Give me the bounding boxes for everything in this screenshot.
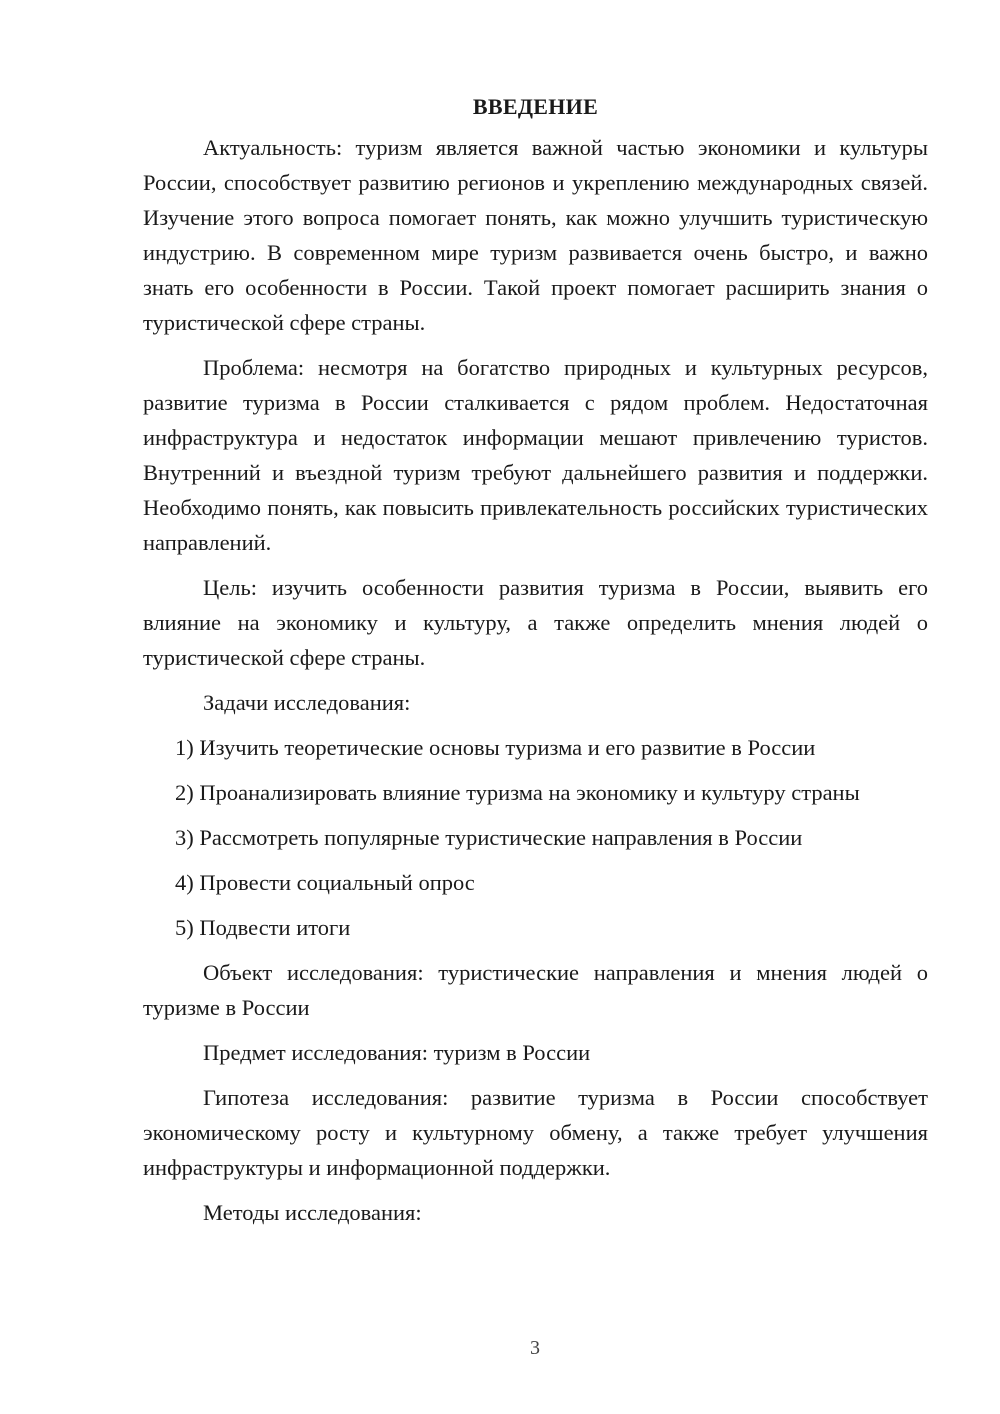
goal-paragraph: Цель: изучить особенности развития туризма в России, выявить его влияние на экономику и культуру, а также определить мнения людей о туристической сфере страны. xyxy=(143,575,928,670)
task-item: 4) Провести социальный опрос xyxy=(175,870,475,895)
subject-paragraph: Предмет исследования: туризм в России xyxy=(203,1040,591,1065)
problem-paragraph: Проблема: несмотря на богатство природных и культурных ресурсов, развитие туризма в России сталкивается с рядом проблем. Недостаточная инфраструктура и недостаток информации мешают привлечению туристов. Внутренний и въездной туризм требуют дальнейшего развития и поддержки. Необходимо понять, как повысить привлекательность российских туристических направлений. xyxy=(143,355,928,555)
methods-paragraph: Методы исследования: xyxy=(203,1200,422,1225)
relevance-paragraph: Актуальность: туризм является важной частью экономики и культуры России, способствует развитию регионов и укреплению международных связей. Изучение этого вопроса помогает понять, как можно улучшить туристическую индустрию. В современном мире туризм развивается очень быстро, и важно знать его особенности в России. Такой проект помогает расширить знания о туристической сфере страны. xyxy=(143,135,928,335)
tasks-list xyxy=(143,730,928,945)
task-item: 5) Подвести итоги xyxy=(175,915,351,940)
hypothesis-paragraph: Гипотеза исследования: развитие туризма в России способствует экономическому росту и культурному обмену, а также требует улучшения инфраструктуры и информационной поддержки. xyxy=(143,1085,928,1180)
page-number: 3 xyxy=(530,1337,540,1359)
section-title: ВВЕДЕНИЕ xyxy=(472,94,599,119)
object-paragraph: Объект исследования: туристические направления и мнения людей о туризме в России xyxy=(143,960,928,1020)
task-item: 2) Проанализировать влияние туризма на экономику и культуру страны xyxy=(175,780,860,805)
task-item: 3) Рассмотреть популярные туристические направления в России xyxy=(175,825,803,850)
task-item: 1) Изучить теоретические основы туризма и его развитие в России xyxy=(175,735,816,760)
tasks-heading: Задачи исследования: xyxy=(203,690,411,715)
document-page xyxy=(143,92,928,1240)
